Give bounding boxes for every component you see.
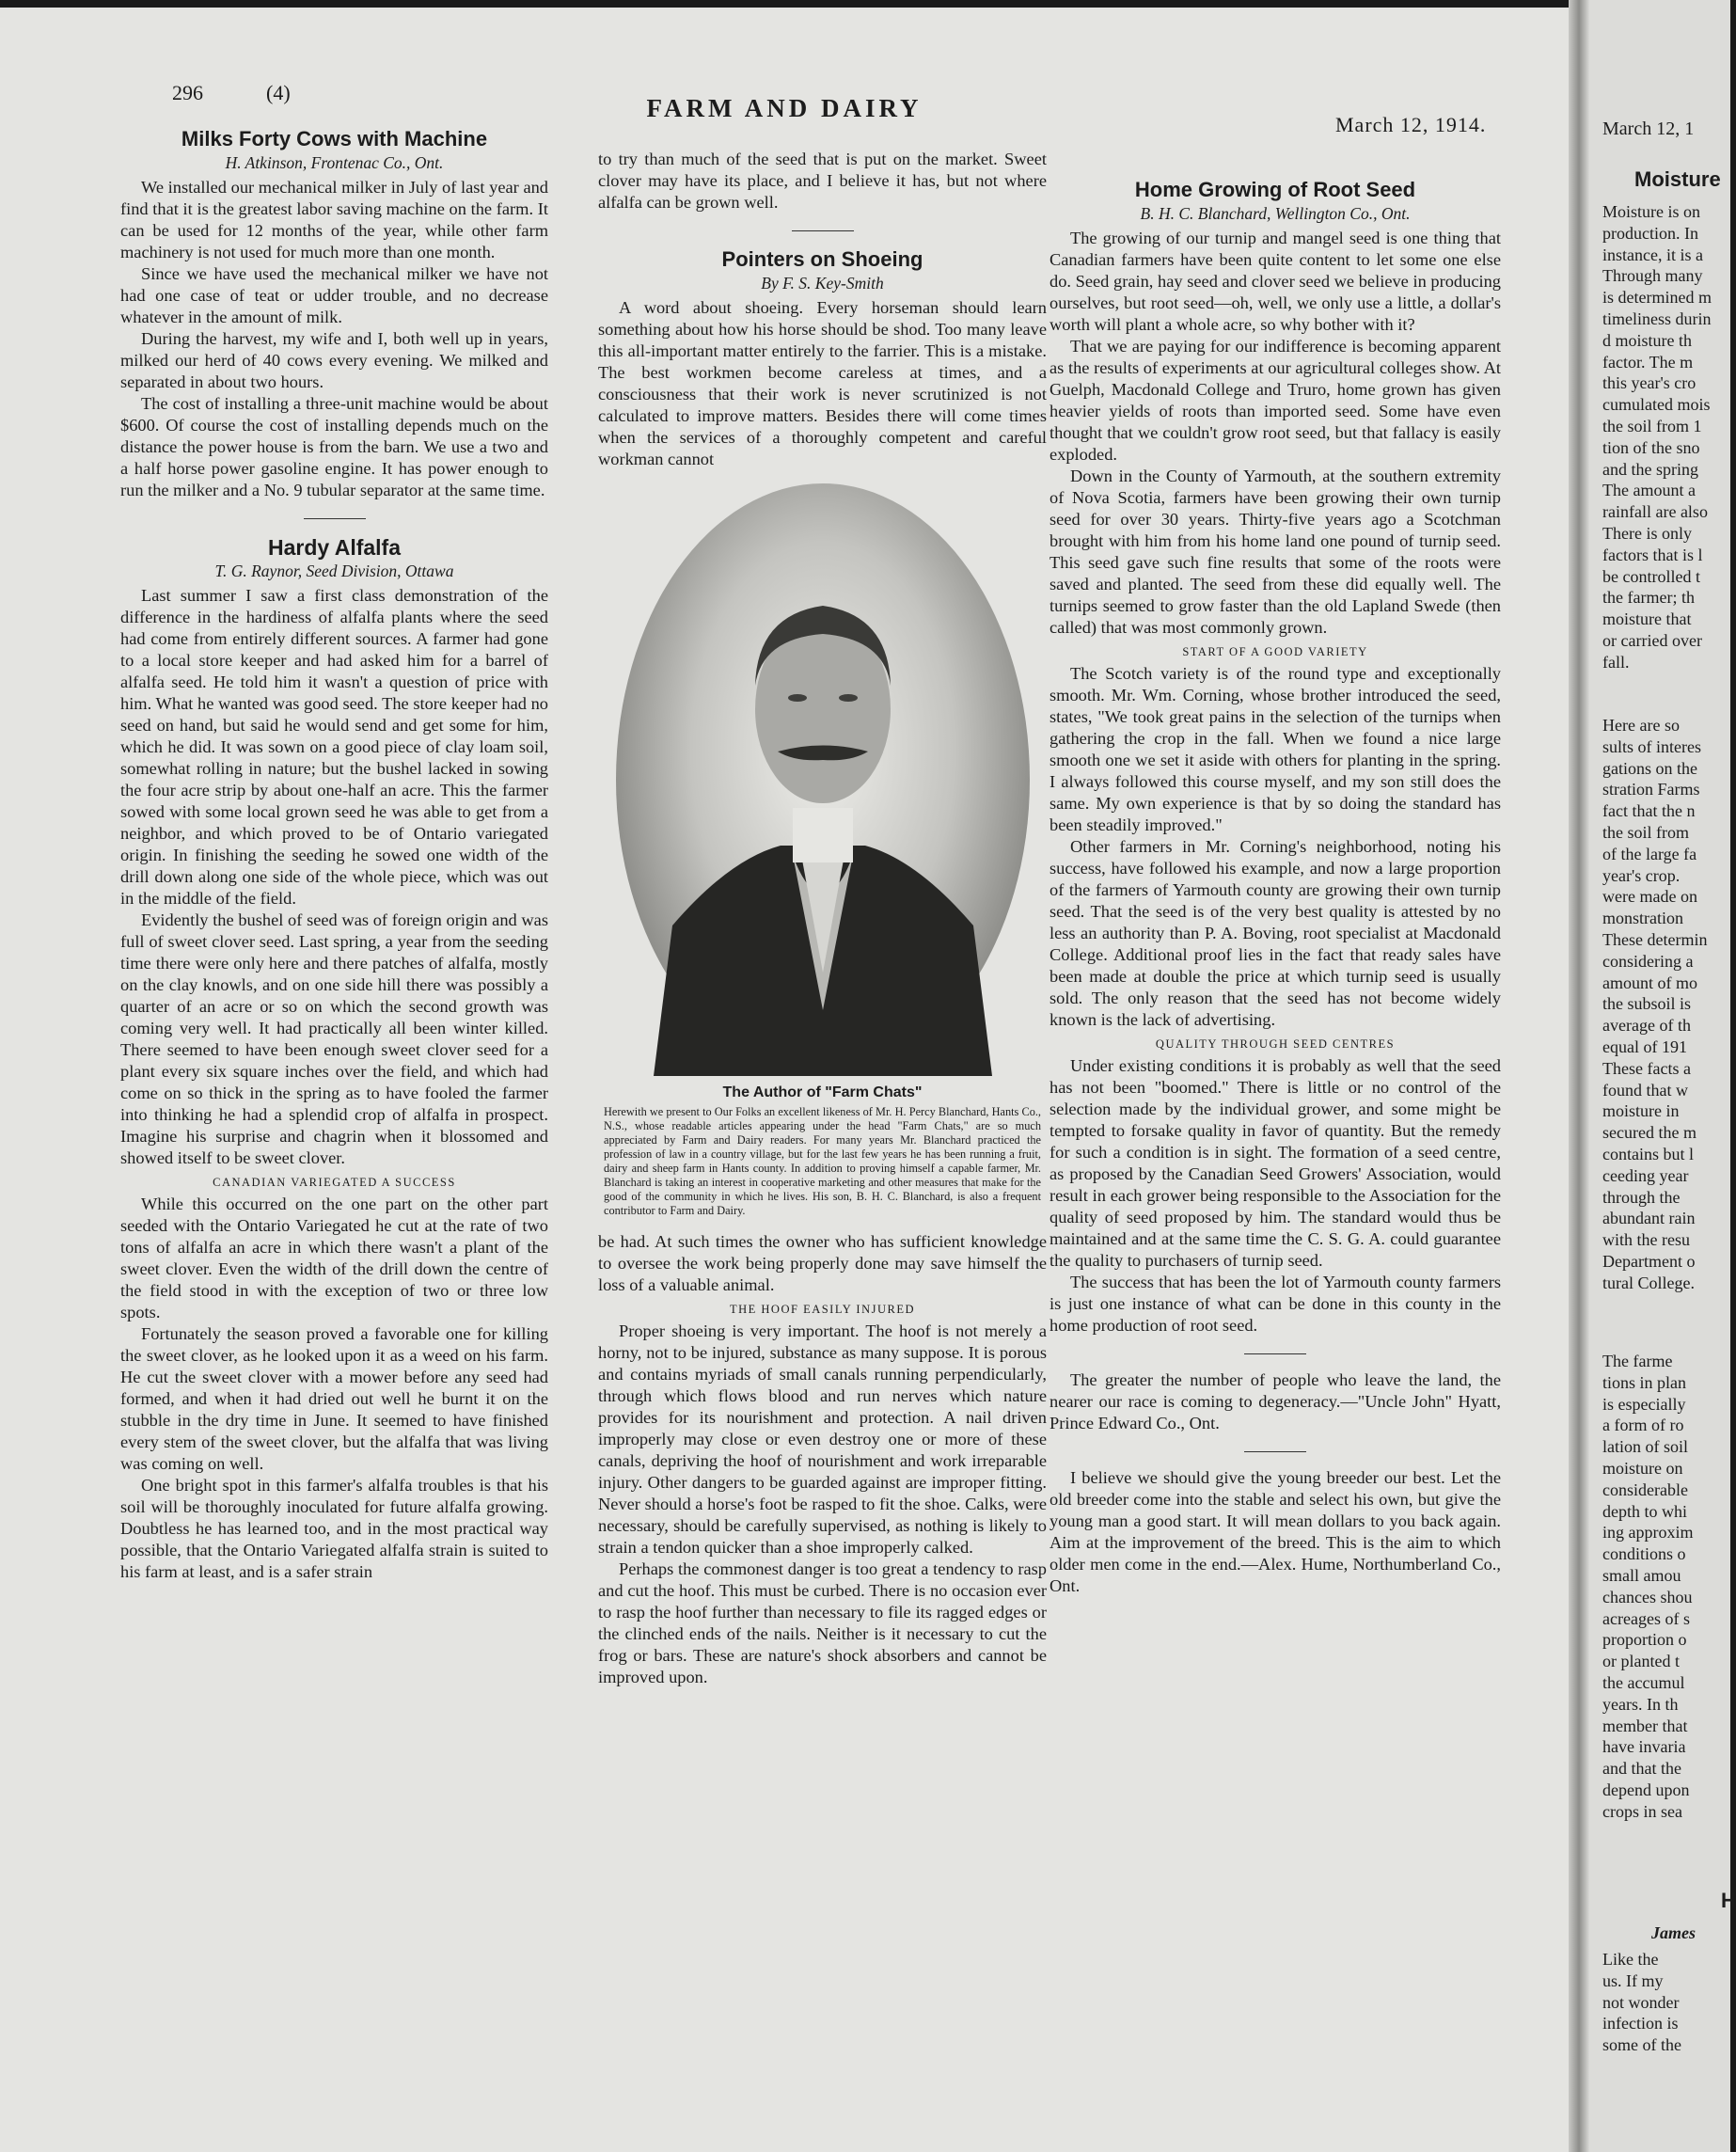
divider [1244,1451,1306,1452]
adjacent-text-line: chances shou [1602,1587,1693,1606]
adjacent-text-line: Moisture is on [1602,202,1701,221]
subheading: QUALITY THROUGH SEED CENTRES [1155,1037,1396,1051]
divider [304,518,366,519]
adjacent-text-line: cumulated mois [1602,395,1711,415]
paragraph: During the harvest, my wife and I, both well up in years, milked our herd of 40 cows every evening. We milked and separated in about two hours. [120,329,548,391]
paragraph: We installed our mechanical milker in July of last year and find that it is the greatest labor saving machine on the farm. It can be used for 12 months of the year, while other farm machinery is not used for much more than one month. [120,178,548,261]
paragraph: to try than much of the seed that is put on the market. Sweet clover may have its place, and I believe it has, but not where alfalfa can be grown well. [598,150,1047,212]
adjacent-text-line: the soil from 1 [1602,416,1702,435]
adjacent-text-line: through the [1602,1187,1681,1207]
adjacent-text-line: There is only [1602,523,1692,543]
paragraph: The growing of our turnip and mangel seed is one thing that Canadian farmers have been quite content to let some one else do. Seed grain, hay seed and clover seed we believe in producing ourselves, but root seed—oh, well, we only use a little, a dollar's worth will plant a whole acre, so why bother with it? [1049,229,1501,334]
adjacent-text-line: d moisture th [1602,330,1692,350]
article-byline: B. H. C. Blanchard, Wellington Co., Ont. [1140,204,1411,223]
adjacent-page-title: Moisture [1634,167,1721,191]
article-title: Pointers on Shoeing [721,247,923,271]
adjacent-text-line: average of th [1602,1016,1691,1036]
adjacent-text-line: the farmer; th [1602,588,1695,608]
adjacent-text-line: this year's cro [1602,373,1697,393]
paragraph: A word about shoeing. Every horseman should learn something about how his horse should be shod. Too many leave this all-important matter entirely to the farrier. This is a mistake. The best workmen become careless at times, and a consciousness that their work is never scrutinized is not calculated to improve matters. Besides there will come times when the services of a thoroughly competent and careful workman cannot [598,298,1047,468]
adjacent-text-line: the accumul [1602,1672,1685,1692]
adjacent-text-line: with the resu [1602,1230,1690,1250]
article-title: Milks Forty Cows with Machine [181,127,488,150]
adjacent-text-line: production. In [1602,223,1698,243]
column-3 [1049,167,1501,1597]
adjacent-text-line: or planted t [1602,1652,1680,1671]
adjacent-text-line: ceeding year [1602,1165,1689,1185]
adjacent-text-line: considering a [1602,951,1694,971]
adjacent-text-block-b [1602,715,1707,1294]
adjacent-text-line: year's crop. [1602,865,1681,885]
divider [1244,1353,1306,1354]
quote-paragraph: The greater the number of people who leave the land, the nearer our race is coming to degeneracy.—"Uncle John" Hyatt, Prince Edward Co., Ont. [1049,1370,1501,1432]
paragraph: Down in the County of Yarmouth, at the southern extremity of Nova Scotia, farmers have been growing their own turnip seed for over 30 years. Thirty-five years ago a Scotchman brought with him from his home land one pound of turnip seed. This seed gave such fine results that some of the roots were saved and planted. The seed from these did equally well. The turnips seemed to grow faster than the old Lapland Swede (then called) that was most commonly grown. [1049,467,1501,637]
adjacent-text-line: stration Farms [1602,780,1700,799]
adjacent-text-line: be controlled t [1602,566,1700,586]
adjacent-text-line: crops in sea [1602,1801,1682,1821]
adjacent-text-line: Here are so [1602,716,1680,735]
adjacent-text-block-d [1602,1949,1681,2056]
adjacent-text-line: secured the m [1602,1123,1697,1143]
adjacent-text-line: is determined m [1602,288,1712,308]
adjacent-text-line: and the spring [1602,459,1698,479]
adjacent-text-line: years. In th [1602,1694,1679,1714]
column-1 [120,117,548,1583]
paragraph: Under existing conditions it is probably as well that the seed has not been "boomed." There is little or no control of the selection made by the individual grower, and some might be tempted to forsake quality in favor of quantity. But the remedy for such a condition is in sight. The formation of a seed centre, as proposed by the Canadian Seed Growers' Association, would result in each grower being responsible to the Association for the quality of seed proposed by him. The standard would thus be maintained and at the same time the C. S. G. A. could guarantee the quality to purchasers of turnip seed. [1049,1056,1501,1270]
photo-title: The Author of "Farm Chats" [722,1084,923,1100]
adjacent-page-title-2: H [1721,1889,1736,1912]
paragraph: Proper shoeing is very important. The hoof is not merely a horny, not to be injured, substance as many suppose. It is porous and contains myriads of small canals running perpendicularly, through which flows blood and run nerves which nature provides for its nourishment and protection. A nail driven improperly may close or even destroy one or more of these canals, depriving the hoof of nourishment and work irreparable injury. Other dangers to be guarded against are improper fitting. Never should a horse's foot be rasped to fit the shoe. Calks, were necessary, should be carefully supervised, as nothing is likely to strain a tendon quicker than a shoe improperly calked. [598,1321,1047,1557]
adjacent-text-line: ing approxim [1602,1523,1694,1543]
adjacent-text-line: and that the [1602,1759,1681,1779]
article-byline: By F. S. Key-Smith [761,274,884,293]
adjacent-text-line: These determin [1602,929,1708,949]
paragraph: Perhaps the commonest danger is too great a tendency to rasp and cut the hoof. This must be curbed. There is no occasion ever to rasp the hoof further than necessary to file its ragged edges or the clinched ends of the nails. Neither is it necessary to cut the frog or bars. These are nature's shock absorbers and cannot be improved upon. [598,1559,1047,1686]
paragraph: The Scotch variety is of the round type and exceptionally smooth. Mr. Wm. Corning, whose brother introduced the seed, states, "We took great pains in the selection of the turnips when gathering the crop in the fall. When we found a nice large smooth one we set it aside with others for planting in the spring. I always followed this course myself, and my son still does the same. My own experience is that by so doing the standard has been steadily improved." [1049,664,1501,834]
adjacent-text-line: sults of interes [1602,736,1701,756]
adjacent-text-line: found that w [1602,1080,1688,1100]
adjacent-text-line: factor. The m [1602,352,1694,372]
adjacent-text-line: have invaria [1602,1737,1686,1757]
paragraph: be had. At such times the owner who has sufficient knowledge to oversee the work being properly done may save himself the loss of a valuable animal. [598,1232,1047,1294]
binding-gutter [1569,0,1589,2152]
subheading: START OF A GOOD VARIETY [1182,645,1368,658]
adjacent-text-line: monstration [1602,909,1683,928]
paragraph: That we are paying for our indifference is becoming apparent as the results of experiments at our agricultural colleges show. At Guelph, Macdonald College and Truro, home grown has given heavier yields of roots than imported seed. Some have even thought that we couldn't grow root seed, but that fallacy is easily exploded. [1049,337,1501,464]
adjacent-text-line: of the large fa [1602,844,1697,863]
adjacent-text-line: abundant rain [1602,1209,1696,1228]
adjacent-text-line: factors that is l [1602,545,1703,564]
adjacent-text-line: tion of the sno [1602,437,1700,457]
article-byline: H. Atkinson, Frontenac Co., Ont. [225,153,444,172]
adjacent-text-line: or carried over [1602,630,1702,650]
photo-caption: Herewith we present to Our Folks an excellent likeness of Mr. H. Percy Blanchard, Hants Co., N.S., whose readable articles appearing under the head "Farm Chats," are so much appreciated by Farm and Dairy readers. For many years Mr. Blanchard practiced the profession of law in a country village, but for the last few years he has been running a fruit, dairy and sheep farm in Hants county. In addition to proving himself a capable farmer, Mr. Blanchard is taking an interest in cooperative marketing and other measures that make for the good of the community in which he lives. His son, B. H. C. Blanchard, is also a frequent contributor to Farm and Dairy. [604,1105,1041,1217]
adjacent-page-byline-2: James [1651,1923,1696,1942]
adjacent-page [1589,0,1736,2152]
adjacent-text-line: depth to whi [1602,1501,1687,1521]
issue-date: March 12, 1914. [1335,113,1487,136]
adjacent-text-line: were made on [1602,887,1697,907]
adjacent-text-line: tural College. [1602,1273,1695,1292]
newspaper-page [0,8,1569,2152]
masthead: FARM AND DAIRY [646,94,923,122]
adjacent-text-line: instance, it is a [1602,245,1703,264]
adjacent-text-line: tions in plan [1602,1372,1686,1392]
adjacent-page-date: March 12, 1 [1602,119,1695,139]
paragraph: Last summer I saw a first class demonstration of the difference in the hardiness of alfalfa plants where the seed had come from entirely different sources. A farmer had gone to a local store keeper and had asked him for a barrel of alfalfa seed. He told him it wasn't a question of price with him. What he wanted was good seed. The store keeper had no seed on hand, but said he would send and get some for him, which he did. It was sown on a good piece of clay loam soil, somewhat rolling in nature; but the bushel lacked in sowing the four acre strip by about one-half an acre. This the farmer sowed with some local grown seed he was able to get from a neighbor, and which proved to be of Ontario variegated origin. In finishing the seeding he sowed one width of the drill down along one side of the whole piece, which was out in the middle of the field. [120,586,548,908]
paragraph: The success that has been the lot of Yarmouth county farmers is just one instance of what can be done in this county in the home production of root seed. [1049,1273,1501,1335]
adjacent-text-line: acreages of s [1602,1608,1690,1628]
adjacent-text-line: These facts a [1602,1058,1691,1078]
adjacent-text-line: Like the [1602,1950,1659,1969]
column-2 [598,149,1047,1688]
adjacent-text-line: member that [1602,1716,1688,1735]
subheading: CANADIAN VARIEGATED A SUCCESS [213,1176,456,1189]
paragraph: Evidently the bushel of seed was of foreign origin and was full of sweet clover seed. Last spring, a year from the seeding time there were only here and there patches of alfalfa, mostly on the clay knowls, and on one side hill there was possibly a quarter of an acre or so on which the second growth was coming very well. It had practically all been winter killed. There seemed to have been enough sweet clover seed for a plant every six square inches over the field, and which had come on so thick in the spring as to have fooled the farmer into thinking he had a splendid crop of alfalfa in prospect. Imagine his surprise and chagrin when it blossomed and showed itself to be sweet clover. [120,910,548,1167]
adjacent-text-line: considerable [1602,1480,1688,1499]
adjacent-text-line: contains but l [1602,1144,1694,1163]
adjacent-text-line: timeliness durin [1602,309,1712,328]
adjacent-text-line: the subsoil is [1602,994,1692,1014]
paragraph: The cost of installing a three-unit machine would be about $600. Of course the cost of installing depends much on the distance the power house is from the barn. We use a two and a half horse power gasoline engine. It has power enough to run the milker and a No. 9 tubular separator at the same time. [120,394,548,499]
article-title: Home Growing of Root Seed [1134,178,1416,201]
adjacent-text-block-c [1602,1351,1694,1823]
adjacent-text-line: proportion o [1602,1630,1687,1650]
author-portrait [616,483,1030,1076]
adjacent-text-line: rainfall are also [1602,502,1708,522]
adjacent-text-line: us. If my [1602,1970,1664,1990]
adjacent-text-line: the soil from [1602,822,1689,842]
paragraph: Fortunately the season proved a favorable one for killing the sweet clover, as he looked upon it as a weed on his farm. He cut the sweet clover with a mower before any seed had formed, and when it had dried out well he burnt it on the stubble in the dry time in June. It seemed to have finished every stem of the sweet clover, but the alfalfa that was living was coming on well. [120,1324,548,1473]
paragraph: One bright spot in this farmer's alfalfa troubles is that his soil will be thoroughly inoculated for future alfalfa growing. Doubtless he has learned too, and in the most practical way possible, that the Ontario Variegated alfalfa strain is suited to his farm at least, and is a safer strain [120,1476,548,1581]
adjacent-text-line: The farme [1602,1352,1673,1370]
paragraph: Other farmers in Mr. Corning's neighborhood, noting his success, have followed his example, and now a large proportion of the farmers of Yarmouth county are growing their own turnip seed. That the seed is of the very best quality is attested by no less an authority than P. A. Boving, root specialist at Macdonald College. Additional proof lies in the fact that ready sales have been made at double the price at which turnip seed is usually sold. The only reason that the seed has not become widely known is the lack of advertising. [1049,837,1501,1029]
adjacent-text-line: gations on the [1602,758,1697,778]
adjacent-text-line: Through many [1602,266,1703,286]
article-byline: T. G. Raynor, Seed Division, Ottawa [214,562,454,580]
adjacent-text-line: The amount a [1602,481,1696,500]
adjacent-text-line: depend upon [1602,1780,1690,1799]
adjacent-text-line: conditions o [1602,1544,1686,1564]
adjacent-text-line: some of the [1602,2035,1681,2055]
adjacent-text-line: moisture that [1602,609,1692,629]
adjacent-text-line: is especially [1602,1394,1686,1414]
adjacent-text-line: small amou [1602,1565,1681,1585]
page-number: 296 [172,81,203,104]
divider [792,230,854,231]
article-title: Hardy Alfalfa [267,535,402,560]
adjacent-text-line: moisture in [1602,1101,1680,1121]
section-number: (4) [266,81,291,104]
adjacent-text-line: fall. [1602,652,1630,672]
paragraph: While this occurred on the one part on the other part seeded with the Ontario Variegated he cut at the rate of two tons of alfalfa an acre in which there wasn't a plant of the sweet clover. Even the width of the drill down the centre of the field stood in with the exception of two or three low spots. [120,1195,548,1321]
adjacent-text-line: fact that the n [1602,801,1696,821]
portrait-illustration [616,483,1030,1076]
adjacent-text-line: not wonder [1602,1992,1680,2012]
adjacent-text-line: a form of ro [1602,1416,1684,1435]
adjacent-text-line: equal of 191 [1602,1036,1687,1056]
adjacent-text-line: Department o [1602,1251,1696,1271]
quote-paragraph: I believe we should give the young breeder our best. Let the old breeder come into the stable and select his own, but give the young man a good start. It will mean dollars to you back again. Aim at the improvement of the breed. This is the aim to which older men come in the end.—Alex. Hume, Northumberland Co., Ont. [1049,1468,1501,1595]
adjacent-text-line: moisture on [1602,1458,1683,1478]
adjacent-text-line: amount of mo [1602,973,1697,992]
adjacent-text-line: lation of soil [1602,1437,1688,1457]
adjacent-text-block-a [1602,201,1712,673]
subheading: THE HOOF EASILY INJURED [729,1303,915,1316]
paragraph: Since we have used the mechanical milker we have not had one case of teat or udder trouble, and no decrease whatever in the amount of milk. [120,264,548,326]
adjacent-text-line: infection is [1602,2014,1679,2033]
